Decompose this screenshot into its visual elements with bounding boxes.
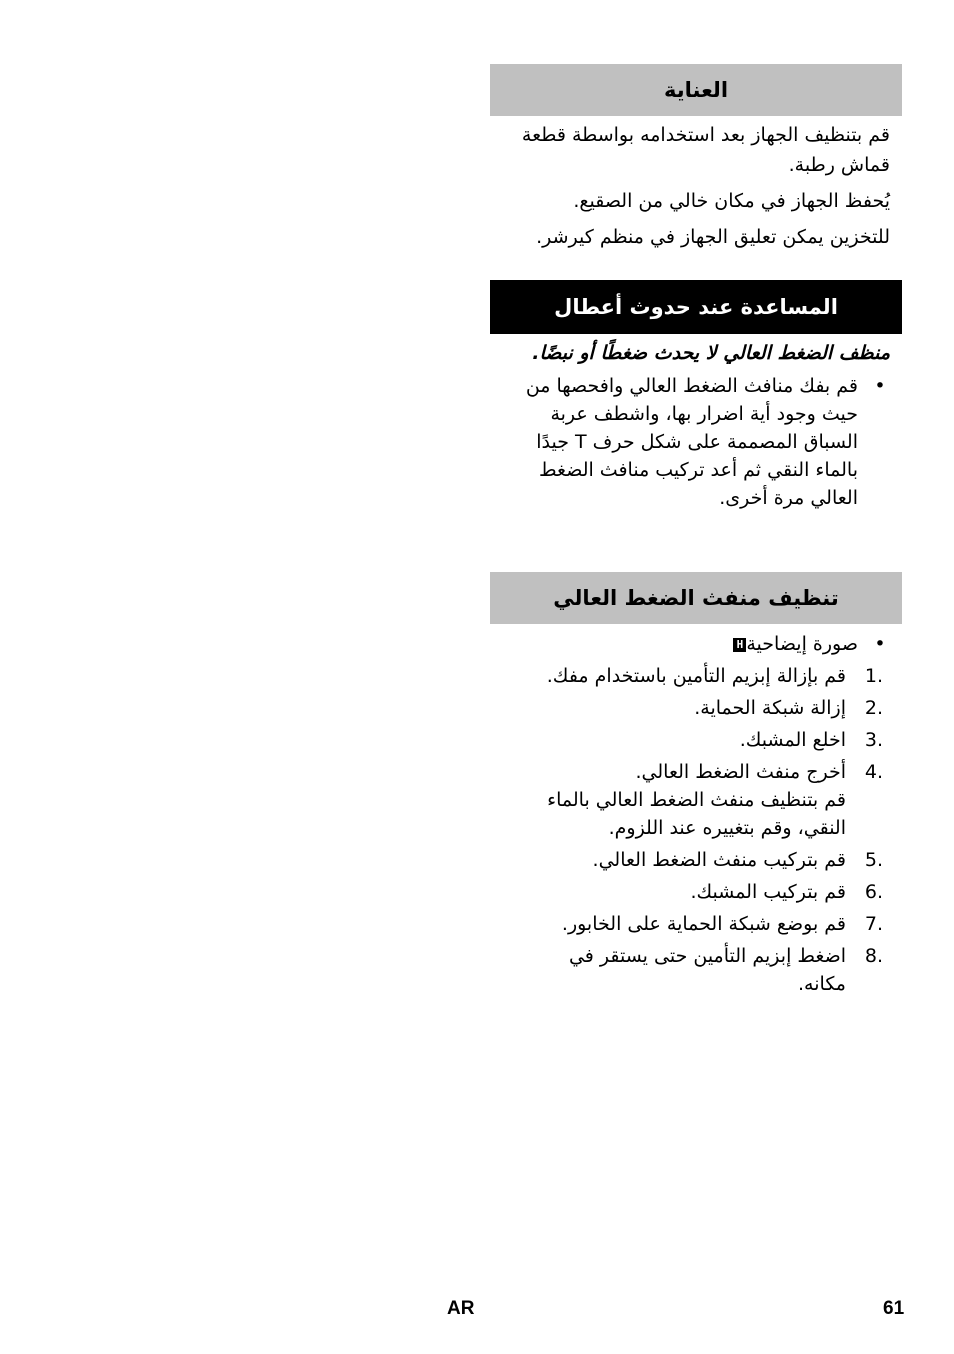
figure-reference-text: صورة إيضاحية — [746, 633, 858, 655]
step-text: اضغط إبزيم التأمين حتى يستقر في مكانه. — [568, 945, 846, 995]
remedy-list-item — [490, 372, 902, 512]
care-paragraph-2: يُحفظ الجهاز في مكان خالي من الصقيع. — [573, 190, 890, 212]
step-text: أخرج منفث الضغط العالي. — [635, 761, 846, 783]
step-number: 5. — [864, 849, 884, 871]
step-number: 7. — [864, 913, 884, 935]
step-number: 1. — [864, 665, 884, 687]
care-paragraph-3: للتخزين يمكن تعليق الجهاز في منظم كيرشر. — [536, 226, 890, 248]
bullet-icon: • — [874, 633, 886, 655]
figure-label-icon: H — [733, 638, 746, 652]
step-text: اخلع المشبك. — [739, 729, 846, 751]
step-item — [490, 910, 902, 938]
figure-reference-item — [490, 630, 902, 658]
remedy-text: قم بفك منافث الضغط العالي وافحصها من حيث وجود أية اضرار بها، واشطف عربة السباق المصممة على شكل حرف T جيدًا بالماء النقي ثم أعد تركيب منافث الضغط العالي مرة أخرى. — [525, 375, 858, 509]
nozzle-cleaning-heading: تنظيف منفث الضغط العالي — [490, 572, 902, 624]
nozzle-cleaning-section — [490, 572, 902, 1002]
step-item — [490, 726, 902, 754]
problem-title: منظف الضغط العالي لا يحدث ضغطًا أو نبضًا. — [532, 342, 890, 364]
troubleshooting-heading: المساعدة عند حدوث أعطال — [490, 280, 902, 334]
page-number: 61 — [883, 1298, 905, 1319]
care-heading: العناية — [490, 64, 902, 116]
step-item — [490, 878, 902, 906]
step-text: قم بإزالة إبزيم التأمين باستخدام مفك. — [546, 665, 846, 687]
step-text: إزالة شبكة الحماية. — [694, 697, 846, 719]
step-item — [490, 694, 902, 722]
step-item — [490, 942, 902, 998]
step-subtext: قم بتنظيف منفث الضغط العالي بالماء النقي، وقم بتغييره عند اللزوم. — [547, 789, 846, 839]
bullet-icon: • — [874, 375, 886, 397]
step-number: 8. — [864, 945, 884, 967]
care-section — [490, 64, 902, 252]
step-item — [490, 846, 902, 874]
step-item — [490, 758, 902, 842]
step-number: 3. — [864, 729, 884, 751]
care-paragraph-1: قم بتنظيف الجهاز بعد استخدامه بواسطة قطعة قماش رطبة. — [521, 124, 890, 176]
step-number: 2. — [864, 697, 884, 719]
step-text: قم بتركيب منفث الضغط العالي. — [592, 849, 846, 871]
footer-language: AR — [447, 1298, 475, 1319]
troubleshooting-section — [490, 280, 902, 512]
step-number: 4. — [864, 761, 884, 783]
step-text: قم بوضع شبكة الحماية على الخابور. — [561, 913, 846, 935]
step-item — [490, 662, 902, 690]
step-text: قم بتركيب المشبك. — [690, 881, 846, 903]
step-number: 6. — [864, 881, 884, 903]
